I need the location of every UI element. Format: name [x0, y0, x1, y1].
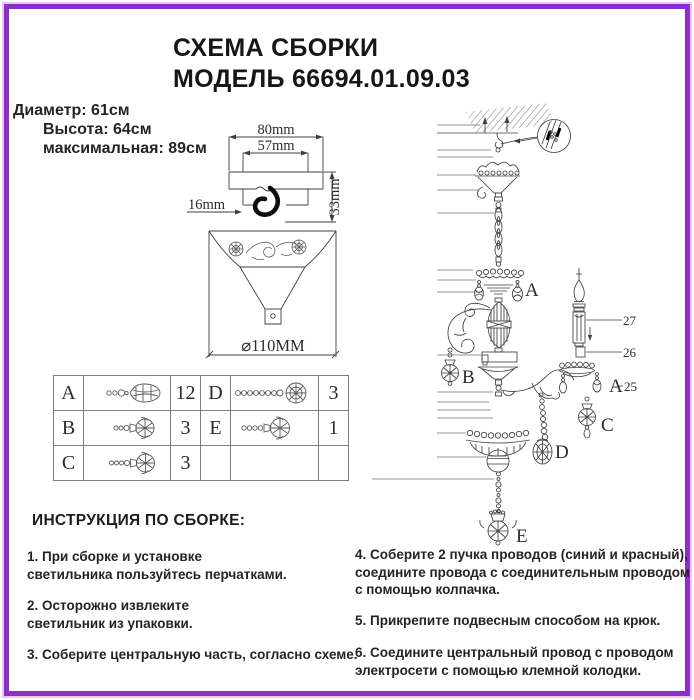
diagram-label-d: D [555, 442, 569, 463]
part-count [319, 446, 349, 481]
right-bobeche [560, 362, 595, 377]
instruction-line: 1. При сборке и установке [27, 549, 202, 564]
page-title [173, 33, 470, 95]
ceiling-hook [255, 188, 278, 215]
instruction-line: соедините провода с соединительным проводом [355, 564, 690, 580]
instruction-line: с помощью колпачка. [355, 582, 500, 597]
instruction-item-1 [27, 548, 287, 583]
hanging-hook [495, 133, 503, 148]
instruction-item-5 [355, 612, 660, 630]
scroll-arm-left [448, 303, 490, 353]
ceiling-mount-drawing [186, 112, 344, 226]
spec-max-height: максимальная: 89см [43, 140, 207, 157]
instruction-item-6 [355, 644, 674, 679]
instruction-item-4 [355, 546, 690, 599]
pendant-a-right [513, 281, 523, 302]
dimensions-spec-block [13, 101, 207, 158]
dim-57mm: 57mm [257, 138, 295, 154]
instruction-line: 4. Соберите 2 пучка проводов (синий и красный), [355, 547, 688, 562]
dim-33mm: 33mm [327, 178, 343, 216]
parts-count-table [53, 375, 349, 481]
instruction-line: 6. Соедините центральный провод с проводом [355, 645, 674, 660]
table-row [54, 446, 349, 481]
instruction-line: светильника пользуйтесь перчатками. [27, 566, 287, 582]
diagram-label-a-top: A [525, 280, 539, 301]
bead-chain-rosette-icon [233, 378, 317, 408]
instruction-line: электросети с помощью клемной колодки. [355, 662, 642, 678]
pendant-c [579, 397, 596, 438]
chain [495, 209, 502, 257]
bottom-bead-chain [496, 472, 501, 513]
instruction-line: 5. Прикрепите подвесным способом на крюк. [355, 613, 661, 628]
instruction-line: 2. Осторожно извлеките [27, 598, 189, 613]
crystal-ball-pendant-icon [111, 413, 167, 443]
ceiling-hatch [466, 103, 555, 133]
pendant-e [480, 510, 516, 545]
diagram-callout-26: 26 [623, 345, 636, 360]
spec-height: Высота: 64см [43, 121, 152, 138]
pendant-a-left [475, 281, 484, 301]
title-line-2: МОДЕЛЬ 66694.01.09.03 [173, 65, 470, 93]
title-line-1: СХЕМА СБОРКИ [173, 34, 379, 62]
part-letter: D [201, 376, 231, 411]
part-letter: A [54, 376, 84, 411]
part-count: 12 [171, 376, 201, 411]
instructions-heading: ИНСТРУКЦИЯ ПО СБОРКЕ: [32, 512, 246, 529]
diagram-label-b: B [462, 367, 475, 388]
diagram-callout-27: 27 [623, 313, 636, 328]
instruction-line: светильник из упаковки. [27, 615, 193, 631]
instruction-item-2 [27, 597, 193, 632]
shade-diameter-label: ⌀110MM [241, 336, 305, 355]
spec-diameter: Диаметр: 61см [13, 102, 130, 119]
dim-16mm: 16mm [188, 197, 226, 213]
bead-strand-d [533, 393, 552, 464]
diagram-callout-25: 25 [624, 379, 637, 394]
dim-80mm: 80mm [257, 122, 295, 138]
pendant-bobeche-right [593, 373, 601, 393]
part-letter: C [54, 446, 84, 481]
part-letter: E [201, 411, 231, 446]
diagram-linework [372, 103, 623, 545]
central-baluster [487, 298, 511, 352]
part-count: 3 [319, 376, 349, 411]
part-count: 1 [319, 411, 349, 446]
lamp-shade-drawing [186, 227, 344, 365]
shade-floral-ornament [229, 240, 306, 260]
instruction-item-3 [27, 646, 358, 664]
table-row [54, 376, 349, 411]
crystal-drop-pendant-icon [103, 378, 167, 408]
bottom-dish [466, 430, 530, 456]
upper-bead-crown [476, 269, 523, 278]
part-count: 3 [171, 411, 201, 446]
crystal-ball-pendant-icon [107, 448, 167, 478]
table-row [54, 411, 349, 446]
part-letter: B [54, 411, 84, 446]
bead-chain-ball-pendant-icon [238, 413, 312, 443]
part-count: 3 [171, 446, 201, 481]
part-letter [201, 446, 231, 481]
pendant-b [442, 348, 459, 385]
diagram-label-c: C [601, 415, 614, 436]
leader-lines [372, 125, 494, 479]
candle [573, 268, 585, 346]
diagram-label-a-arm: A [609, 376, 623, 397]
instruction-line: 3. Соберите центральную часть, согласно схеме. [27, 647, 358, 662]
pendant-bobeche-left [560, 375, 567, 394]
diagram-label-e: E [516, 526, 528, 547]
chandelier-assembly-diagram [370, 103, 694, 555]
